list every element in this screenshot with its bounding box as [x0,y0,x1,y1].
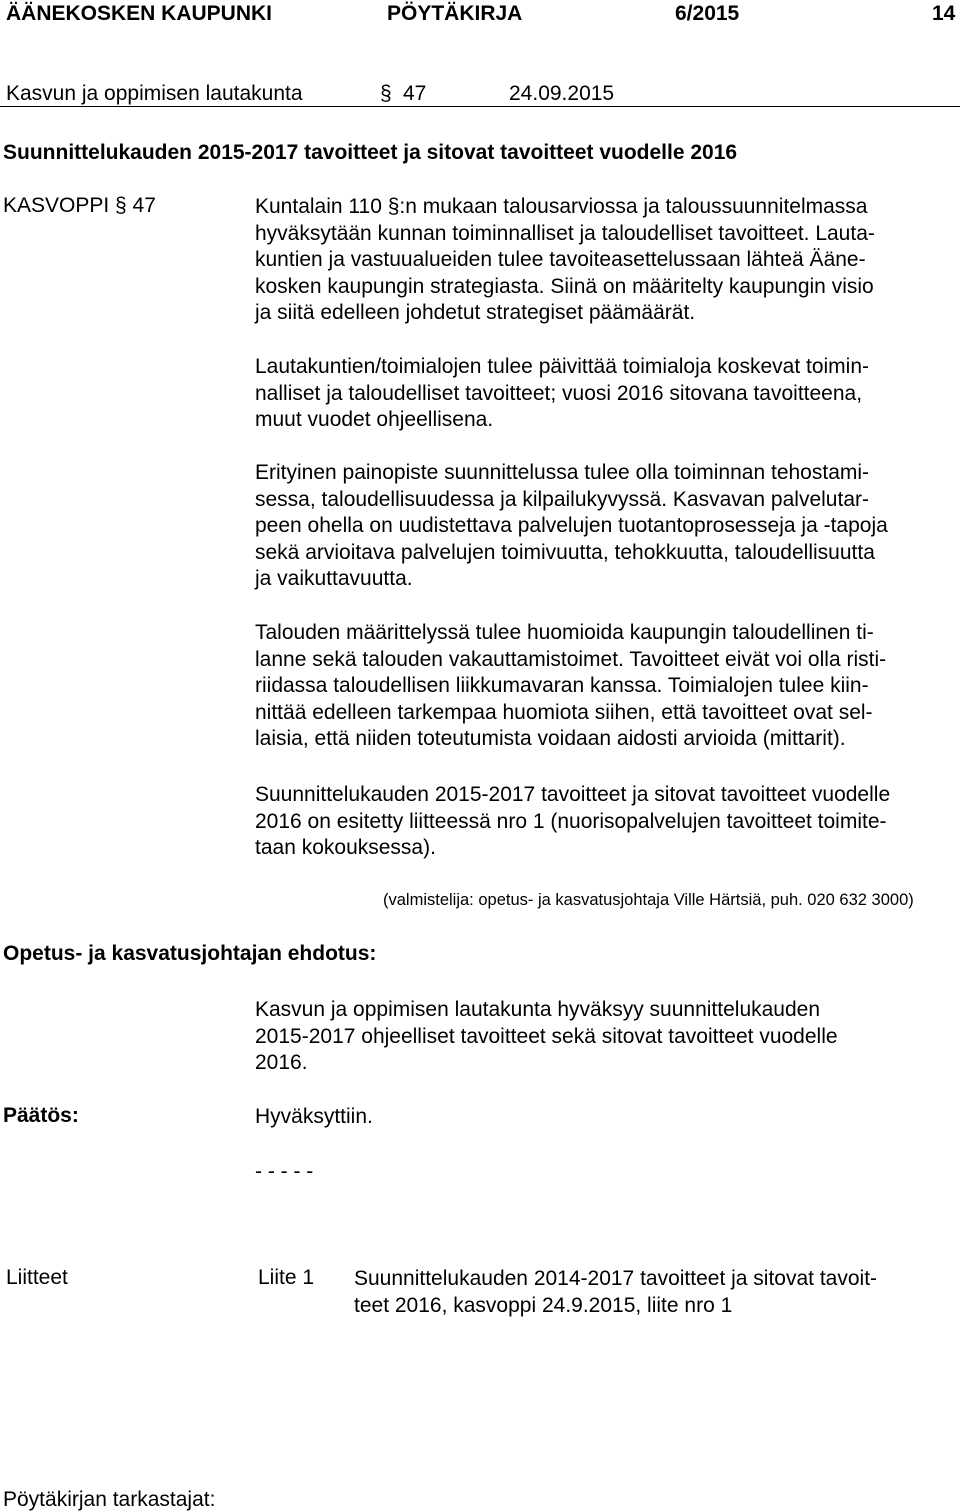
minutes-checkers-label: Pöytäkirjan tarkastajat: [3,1488,216,1511]
paragraph-line: hyväksytään kunnan toiminnalliset ja taloudelliset tavoitteet. Lauta- [255,221,875,245]
header-divider [0,106,960,107]
paragraph-line: sekä arvioitava palvelujen toimivuutta, tehokkuutta, taloudellisuutta [255,540,875,564]
paragraph-line: kuntien ja vastuualueiden tulee tavoiteasettelussaan lähteä Ääne- [255,248,866,271]
proposal-text [255,997,960,1077]
paragraph-5 [255,782,960,862]
issue-number: 6/2015 [675,2,740,25]
paragraph-line: sessa, taloudellisuudessa ja kilpailukyvyssä. Kasvavan palvelutar- [255,487,869,511]
decision-text: Hyväksyttiin. [255,1105,373,1128]
attachment-description [354,1265,877,1319]
item-title: Suunnittelukauden 2015-2017 tavoitteet ja sitovat tavoitteet vuodelle 2016 [3,141,738,164]
proposal-label: Opetus- ja kasvatusjohtajan ehdotus: [3,942,377,965]
item-reference: KASVOPPI § 47 [3,194,156,217]
paragraph-line: ja siitä edelleen johdetut strategiset päämäärät. [255,301,696,324]
section-number: 47 [403,82,427,105]
section-separator: - - - - - [255,1160,314,1183]
paragraph-line: 2016 on esitetty liitteessä nro 1 (nuorisopalvelujen tavoitteet toimite- [255,809,887,833]
preparer-note: (valmistelija: opetus- ja kasvatusjohtaja Ville Härtsiä, puh. 020 632 3000) [383,891,914,909]
meeting-body: Kasvun ja oppimisen lautakunta [6,82,303,105]
section-symbol: § [380,82,392,105]
paragraph-line: Erityinen painopiste suunnittelussa tulee olla toiminnan tehostami- [255,461,870,484]
attachment-line: Suunnittelukauden 2014-2017 tavoitteet ja sitovat tavoit- [354,1267,878,1290]
proposal-line: Kasvun ja oppimisen lautakunta hyväksyy suunnittelukauden [255,998,821,1021]
proposal-line: 2015-2017 ohjeelliset tavoitteet sekä sitovat tavoitteet vuodelle [255,1024,838,1048]
attachment-code: Liite 1 [258,1266,315,1289]
paragraph-line: ja vaikuttavuutta. [255,567,413,590]
attachment-line: teet 2016, kasvoppi 24.9.2015, liite nro 1 [354,1294,733,1317]
attachments-label: Liitteet [6,1266,68,1289]
paragraph-line: riidassa taloudellisen liikkumavaran kanssa. Toimialojen tulee kiin- [255,674,869,697]
paragraph-line: Lautakuntien/toimialojen tulee päivittää toimialoja koskevat toimin- [255,355,870,378]
paragraph-line: laisia, että niiden toteutumista voidaan aidosti arvioida (mittarit). [255,727,846,750]
paragraph-line: Suunnittelukauden 2015-2017 tavoitteet ja sitovat tavoitteet vuodelle [255,783,891,806]
paragraph-4 [255,620,960,753]
paragraph-3 [255,460,960,593]
proposal-line: 2016. [255,1051,308,1074]
paragraph-line: peen ohella on uudistettava palvelujen tuotantoprosesseja ja -tapoja [255,514,888,537]
paragraph-line: lanne sekä talouden vakauttamistoimet. Tavoitteet eivät voi olla risti- [255,647,887,671]
paragraph-line: kosken kaupungin strategiasta. Siinä on määritelty kaupungin visio [255,274,874,298]
meeting-date: 24.09.2015 [509,82,615,105]
paragraph-line: nalliset ja taloudelliset tavoitteet; vuosi 2016 sitovana tavoitteena, [255,381,863,405]
page-number: 14 [932,2,956,25]
paragraph-2 [255,354,960,434]
paragraph-line: Talouden määrittelyssä tulee huomioida kaupungin taloudellinen ti- [255,621,874,644]
paragraph-line: taan kokouksessa). [255,836,436,859]
paragraph-line: Kuntalain 110 §:n mukaan talousarviossa ja taloussuunnitelmassa [255,195,868,218]
paragraph-1 [255,194,960,327]
document-type: PÖYTÄKIRJA [387,2,523,25]
paragraph-line: nittää edelleen tarkempaa huomiota siihen, että tavoitteet ovat sel- [255,700,873,724]
organization-name: ÄÄNEKOSKEN KAUPUNKI [6,2,273,25]
decision-label: Päätös: [3,1104,79,1127]
paragraph-line: muut vuodet ohjeellisena. [255,408,494,431]
